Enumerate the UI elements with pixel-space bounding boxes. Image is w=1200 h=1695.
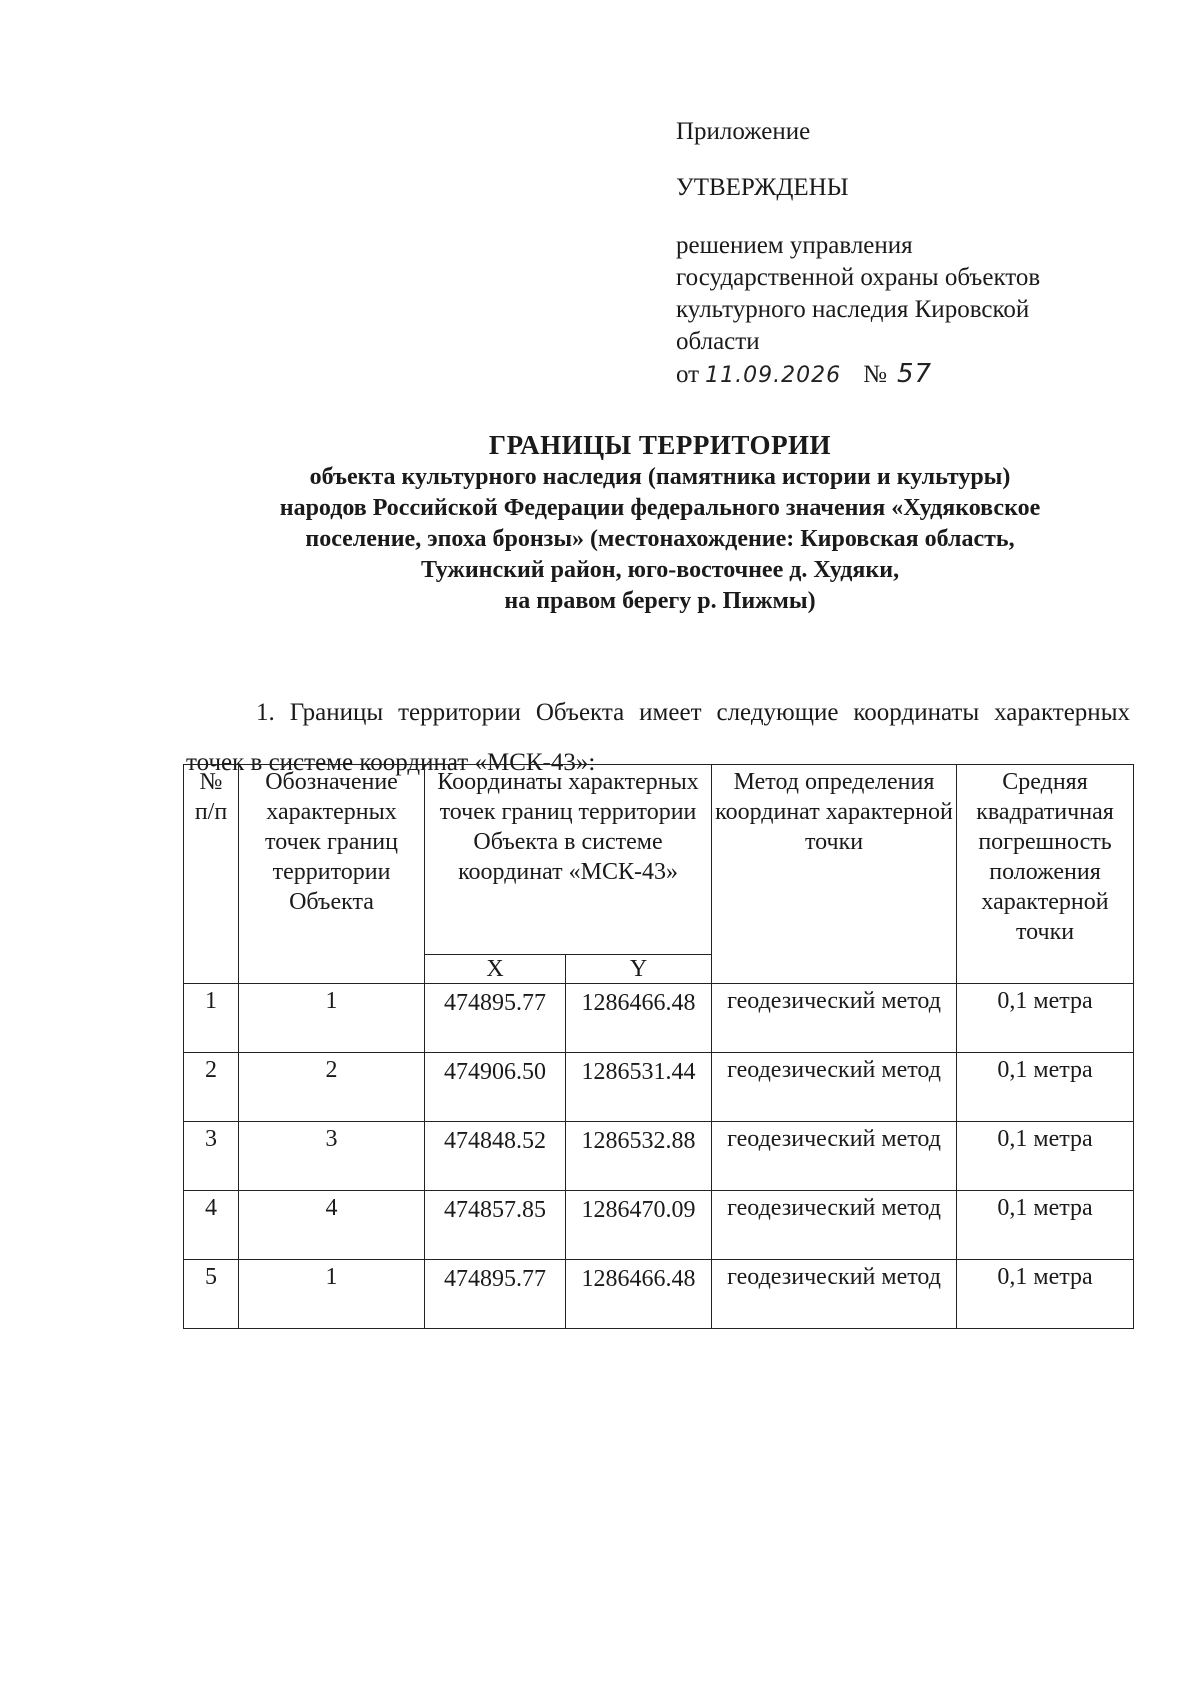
title-subline: Тужинский район, юго-восточнее д. Худяки, [420, 557, 900, 583]
handwritten-number: 57 [896, 359, 933, 389]
cell-point: 1 [239, 1260, 425, 1329]
handwritten-date: 11.09.2026 [705, 363, 842, 388]
decision-line: культурного наследия Кировской [676, 296, 1030, 323]
number-sign: № [863, 361, 887, 388]
cell-y: 1286466.48 [566, 1260, 712, 1329]
cell-num: 4 [184, 1191, 239, 1260]
date-prefix: от [676, 361, 700, 388]
header-method: Метод определения координат характерной точки [712, 765, 957, 984]
cell-method: геодезический метод [712, 1053, 957, 1122]
cell-num: 3 [184, 1122, 239, 1191]
decision-line: области [676, 328, 760, 355]
cell-error: 0,1 метра [957, 1122, 1134, 1191]
table-row [184, 1191, 1134, 1260]
cell-num: 5 [184, 1260, 239, 1329]
cell-point: 2 [239, 1053, 425, 1122]
header-designation: Обозначение характерных точек границ территории Объекта [239, 765, 425, 984]
cell-method: геодезический метод [712, 1191, 957, 1260]
cell-error: 0,1 метра [957, 984, 1134, 1053]
cell-y: 1286532.88 [566, 1122, 712, 1191]
header-error: Средняя квадратичная погрешность положения характерной точки [957, 765, 1134, 984]
cell-error: 0,1 метра [957, 1053, 1134, 1122]
header-x: X [425, 955, 566, 984]
document-title: ГРАНИЦЫ ТЕРРИТОРИИ [488, 430, 832, 460]
appendix-label: Приложение [676, 118, 811, 145]
cell-point: 4 [239, 1191, 425, 1260]
cell-method: геодезический метод [712, 1122, 957, 1191]
title-subline: на правом берегу р. Пижмы) [504, 588, 816, 614]
cell-point: 3 [239, 1122, 425, 1191]
cell-x: 474848.52 [425, 1122, 566, 1191]
cell-y: 1286470.09 [566, 1191, 712, 1260]
cell-num: 2 [184, 1053, 239, 1122]
date-number-row [676, 358, 1136, 392]
coordinates-table [183, 764, 1134, 1329]
decision-line: государственной охраны объектов [676, 264, 1041, 291]
document-title-block [170, 428, 1150, 617]
table-row [184, 984, 1134, 1053]
intro-paragraph: 1. Границы территории Объекта имеет следующие координаты характерных точек в системе координат «МСК-43»: [186, 699, 1130, 776]
cell-error: 0,1 метра [957, 1260, 1134, 1329]
cell-point: 1 [239, 984, 425, 1053]
cell-method: геодезический метод [712, 1260, 957, 1329]
cell-method: геодезический метод [712, 984, 957, 1053]
cell-y: 1286531.44 [566, 1053, 712, 1122]
approval-block [676, 116, 1136, 392]
table-row [184, 1053, 1134, 1122]
table-row [184, 1122, 1134, 1191]
title-subline: поселение, эпоха бронзы» (местонахождение: Кировская область, [305, 526, 1015, 552]
approved-label: УТВЕРЖДЕНЫ [676, 174, 849, 201]
cell-x: 474857.85 [425, 1191, 566, 1260]
header-y: Y [566, 955, 712, 984]
header-num: № п/п [184, 765, 239, 984]
cell-x: 474895.77 [425, 1260, 566, 1329]
title-subline: народов Российской Федерации федерального значения «Худяковское [279, 495, 1041, 521]
cell-x: 474895.77 [425, 984, 566, 1053]
decision-line: решением управления [676, 232, 913, 259]
cell-num: 1 [184, 984, 239, 1053]
cell-x: 474906.50 [425, 1053, 566, 1122]
header-coords: Координаты характерных точек границ территории Объекта в системе координат «МСК-43» [425, 765, 712, 955]
table-row [184, 1260, 1134, 1329]
title-subline: объекта культурного наследия (памятника истории и культуры) [309, 464, 1011, 490]
cell-y: 1286466.48 [566, 984, 712, 1053]
cell-error: 0,1 метра [957, 1191, 1134, 1260]
